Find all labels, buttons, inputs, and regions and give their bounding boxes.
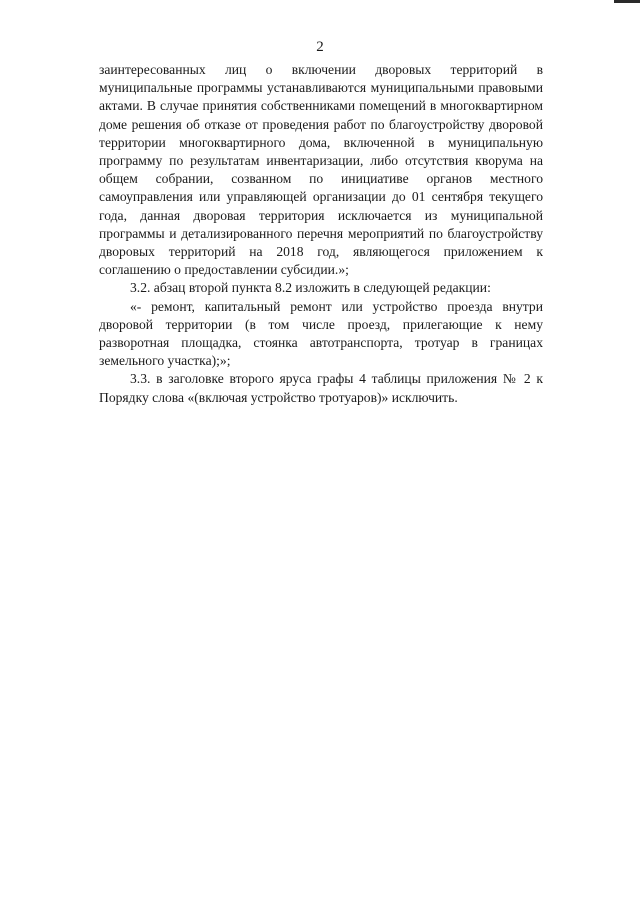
paragraph-quoted-amendment: «- ремонт, капитальный ремонт или устройство проезда внутри дворовой территории (в том числе проезд, прилегающие к нему разворотная площадка, стоянка автотранспорта, тротуар в границах земельного участка);»; — [99, 298, 543, 369]
paragraph-continuation: заинтересованных лиц о включении дворовых территорий в муниципальные программы устанавливаются муниципальными правовыми актами. В случае принятия собственниками помещений в многоквартирном доме решения об отказе от проведения работ по благоустройству дворовой территории многоквартирного дома, включенной в муниципальную программу по результатам инвентаризации, либо отсутствия кворума на общем собрании, созванном по инициативе органов местного самоуправления или управляющей организации до 01 сентября текущего года, данная дворовая территория исключается из муниципальной программы и детализированного перечня мероприятий по благоустройству дворовых территорий на 2018 год, являющегося приложением к соглашению о предоставлении субсидии.»; — [99, 62, 543, 278]
document-body — [99, 61, 543, 407]
page-number: 2 — [316, 39, 324, 55]
paragraph-item-3-3: 3.3. в заголовке второго яруса графы 4 таблицы приложения № 2 к Порядку слова «(включая устройство тротуаров)» исключить. — [99, 371, 543, 405]
scan-edge-mark — [614, 0, 640, 3]
paragraph-item-3-2: 3.2. абзац второй пункта 8.2 изложить в следующей редакции: — [130, 280, 491, 296]
